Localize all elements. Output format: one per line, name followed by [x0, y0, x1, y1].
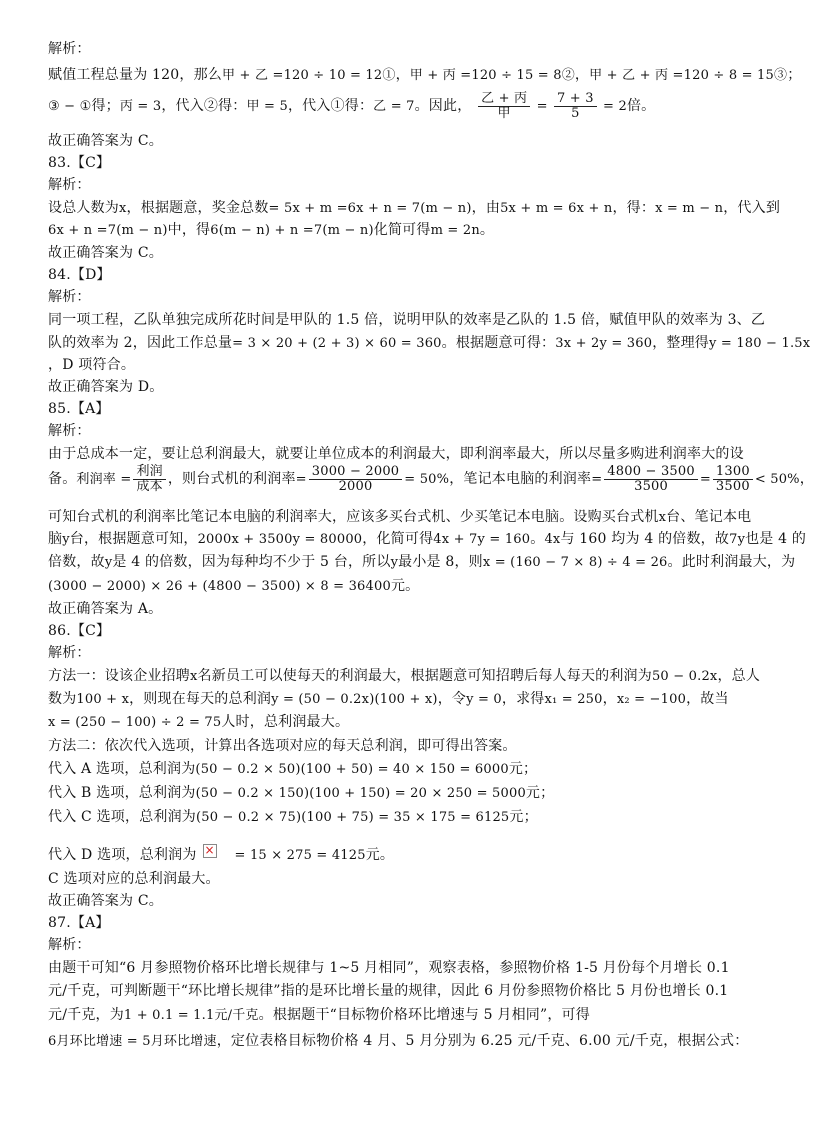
text: ，代入①得： [287, 98, 374, 114]
answer-line: 故正确答案为 D。 [48, 379, 164, 395]
text-line: 可知台式机的利润率比笔记本电脑的利润率大，应该多买台式机、少买笔记本电脑。设购买台式机x台、笔记本电 [48, 509, 752, 525]
text: 。因此， [414, 98, 472, 114]
heading-analysis: 解析： [48, 423, 91, 439]
text-line: 倍数，故y是 4 的倍数，因为每种均不少于 5 台，所以y最小是 8，则x = (160 − 7 × 8) ÷ 4 = 26。此时利润最大，为 [48, 554, 796, 570]
text-line: 6月环比增速 = 5月环比增速，定位表格目标物价格 4 月、5 月分别为 6.25 元/千克、6.00 元/千克，根据公式： [48, 1033, 749, 1049]
heading-analysis: 解析： [48, 177, 91, 193]
text-line: 设总人数为x，根据题意，奖金总数= 5x + m =6x + n = 7(m − n)，由5x + m = 6x + n，得：x = m − n，代入到 [48, 200, 781, 216]
text-line: C 选项对应的总利润最大。 [48, 871, 220, 887]
answer-line: 故正确答案为 C。 [48, 245, 163, 261]
fraction: $\frac{3000 - 2000}{2000}$ [309, 465, 403, 494]
text: 赋值工程总量为 120，那么 [48, 67, 222, 83]
formula: ③ − ① [48, 99, 92, 114]
formula: 乙 = 7 [373, 99, 415, 114]
text-line: 队的效率为 2，因此工作总量= 3 × 20 + (2 + 3) × 60 = 360。根据题意可得：3x + 2y = 360，整理得y = 180 − 1.5x [48, 335, 811, 351]
text: ，代入②得： [161, 98, 247, 114]
formula: 丙 = 3 [119, 99, 162, 114]
text-line: 由于总成本一定，要让总利润最大，就要让单位成本的利润最大，即利润率最大，所以尽量多购进利润率大的设 [48, 446, 744, 462]
question-number: 83.【C】 [48, 155, 111, 171]
text-line: ，D 项符合。 [48, 357, 136, 373]
text-line: x = (250 − 100) ÷ 2 = 75人时，总利润最大。 [48, 714, 350, 730]
text-line: 同一项工程，乙队单独完成所花时间是甲队的 1.5 倍，说明甲队的效率是乙队的 1.5 倍，赋值甲队的效率为 3、乙 [48, 312, 766, 328]
text-line: 代入 D 选项，总利润为× = 15 × 275 = 4125元。 [48, 846, 394, 865]
text-line: 元/千克，可判断题干“环比增长规律”指的是环比增长量的规律，因此 6 月份参照物价格比 5 月份也增长 0.1 [48, 983, 729, 999]
question-number: 87.【A】 [48, 915, 110, 931]
formula: 甲 = 5 [246, 99, 288, 114]
text-line: 方法二：依次代入选项，计算出各选项对应的每天总利润，即可得出答案。 [48, 738, 517, 754]
formula: 甲 + 乙 + 丙 =120 ÷ 8 = 15③ [589, 68, 788, 83]
fraction: $\frac{4800 - 3500}{3500}$ [604, 465, 698, 494]
fraction: $\frac{1300}{3500}$ [713, 465, 753, 494]
text-line [48, 66, 801, 85]
text-line: 由题干可知“6 月参照物价格环比增长规律与 1~5 月相同”，观察表格，参照物价格 1-5 月份每个月增长 0.1 [48, 960, 730, 976]
formula: 甲 + 乙 =120 ÷ 10 = 12① [221, 68, 396, 83]
text-line: 脑y台，根据题意可知，2000x + 3500y = 80000，化简可得4x + 7y = 160。4x与 160 均为 4 的倍数，故7y也是 4 的 [48, 531, 807, 547]
text-line: 元/千克，为1 + 0.1 = 1.1元/千克。根据题干“目标物价格环比增速与 5 月相同”，可得 [48, 1007, 590, 1023]
fraction: $\frac{\text{利润}}{\text{成本}}$ [133, 465, 165, 494]
broken-image-icon [203, 844, 217, 858]
text-line [48, 90, 655, 123]
text: ， [395, 67, 410, 83]
formula: = [532, 99, 552, 114]
fraction: $\frac{\text{乙 + 丙}}{\text{甲}}$ [478, 92, 530, 121]
text: ， [574, 67, 590, 83]
answer-line: 故正确答案为 A。 [48, 601, 163, 617]
text-line: 方法一：设该企业招聘x名新员工可以使每天的利润最大，根据题意可知招聘后每人每天的利润为50 − 0.2x，总人 [48, 668, 761, 684]
text: 得； [91, 98, 120, 114]
text-line: 代入 A 选项，总利润为(50 − 0.2 × 50)(100 + 50) = 40 × 150 = 6000元； [48, 761, 538, 777]
text-line: 代入 B 选项，总利润为(50 − 0.2 × 150)(100 + 150) = 20 × 250 = 5000元； [48, 785, 555, 801]
formula: = 2 [598, 99, 627, 114]
heading-analysis: 解析： [48, 289, 91, 305]
text-line: 备。利润率 = $\frac{\text{利润}}{\text{成本}}$ ，则台式机的利润率= $\frac{3000 - 2000}{2000}$ = 50%，笔记本电脑的利润率= $\frac{4800 - 3500}{3500}$ = $\frac{1300}{3500}$ < 50%， [48, 463, 814, 494]
text-line: 6x + n =7(m − n)中，得6(m − n) + n =7(m − n)化简可得m = 2n。 [48, 222, 495, 238]
fraction: $\frac{7 + 3}{5}$ [554, 92, 597, 121]
question-number: 86.【C】 [48, 623, 111, 639]
text-line: (3000 − 2000) × 26 + (4800 − 3500) × 8 = 36400元。 [48, 578, 420, 594]
heading-analysis: 解析： [48, 937, 91, 953]
question-number: 84.【D】 [48, 267, 111, 283]
text: 倍。 [626, 98, 656, 114]
text: ； [787, 67, 802, 83]
text-line: 数为100 + x，则现在每天的总利润y = (50 − 0.2x)(100 + x)，令y = 0，求得x₁ = 250，x₂ = −100，故当 [48, 691, 729, 707]
answer-line: 故正确答案为 C。 [48, 133, 163, 149]
formula: 甲 + 丙 =120 ÷ 15 = 8② [409, 68, 575, 83]
text-line: 代入 C 选项，总利润为(50 − 0.2 × 75)(100 + 75) = 35 × 175 = 6125元； [48, 809, 538, 825]
question-number: 85.【A】 [48, 401, 110, 417]
heading-analysis: 解析： [48, 41, 91, 57]
answer-line: 故正确答案为 C。 [48, 893, 163, 909]
heading-analysis: 解析： [48, 645, 91, 661]
